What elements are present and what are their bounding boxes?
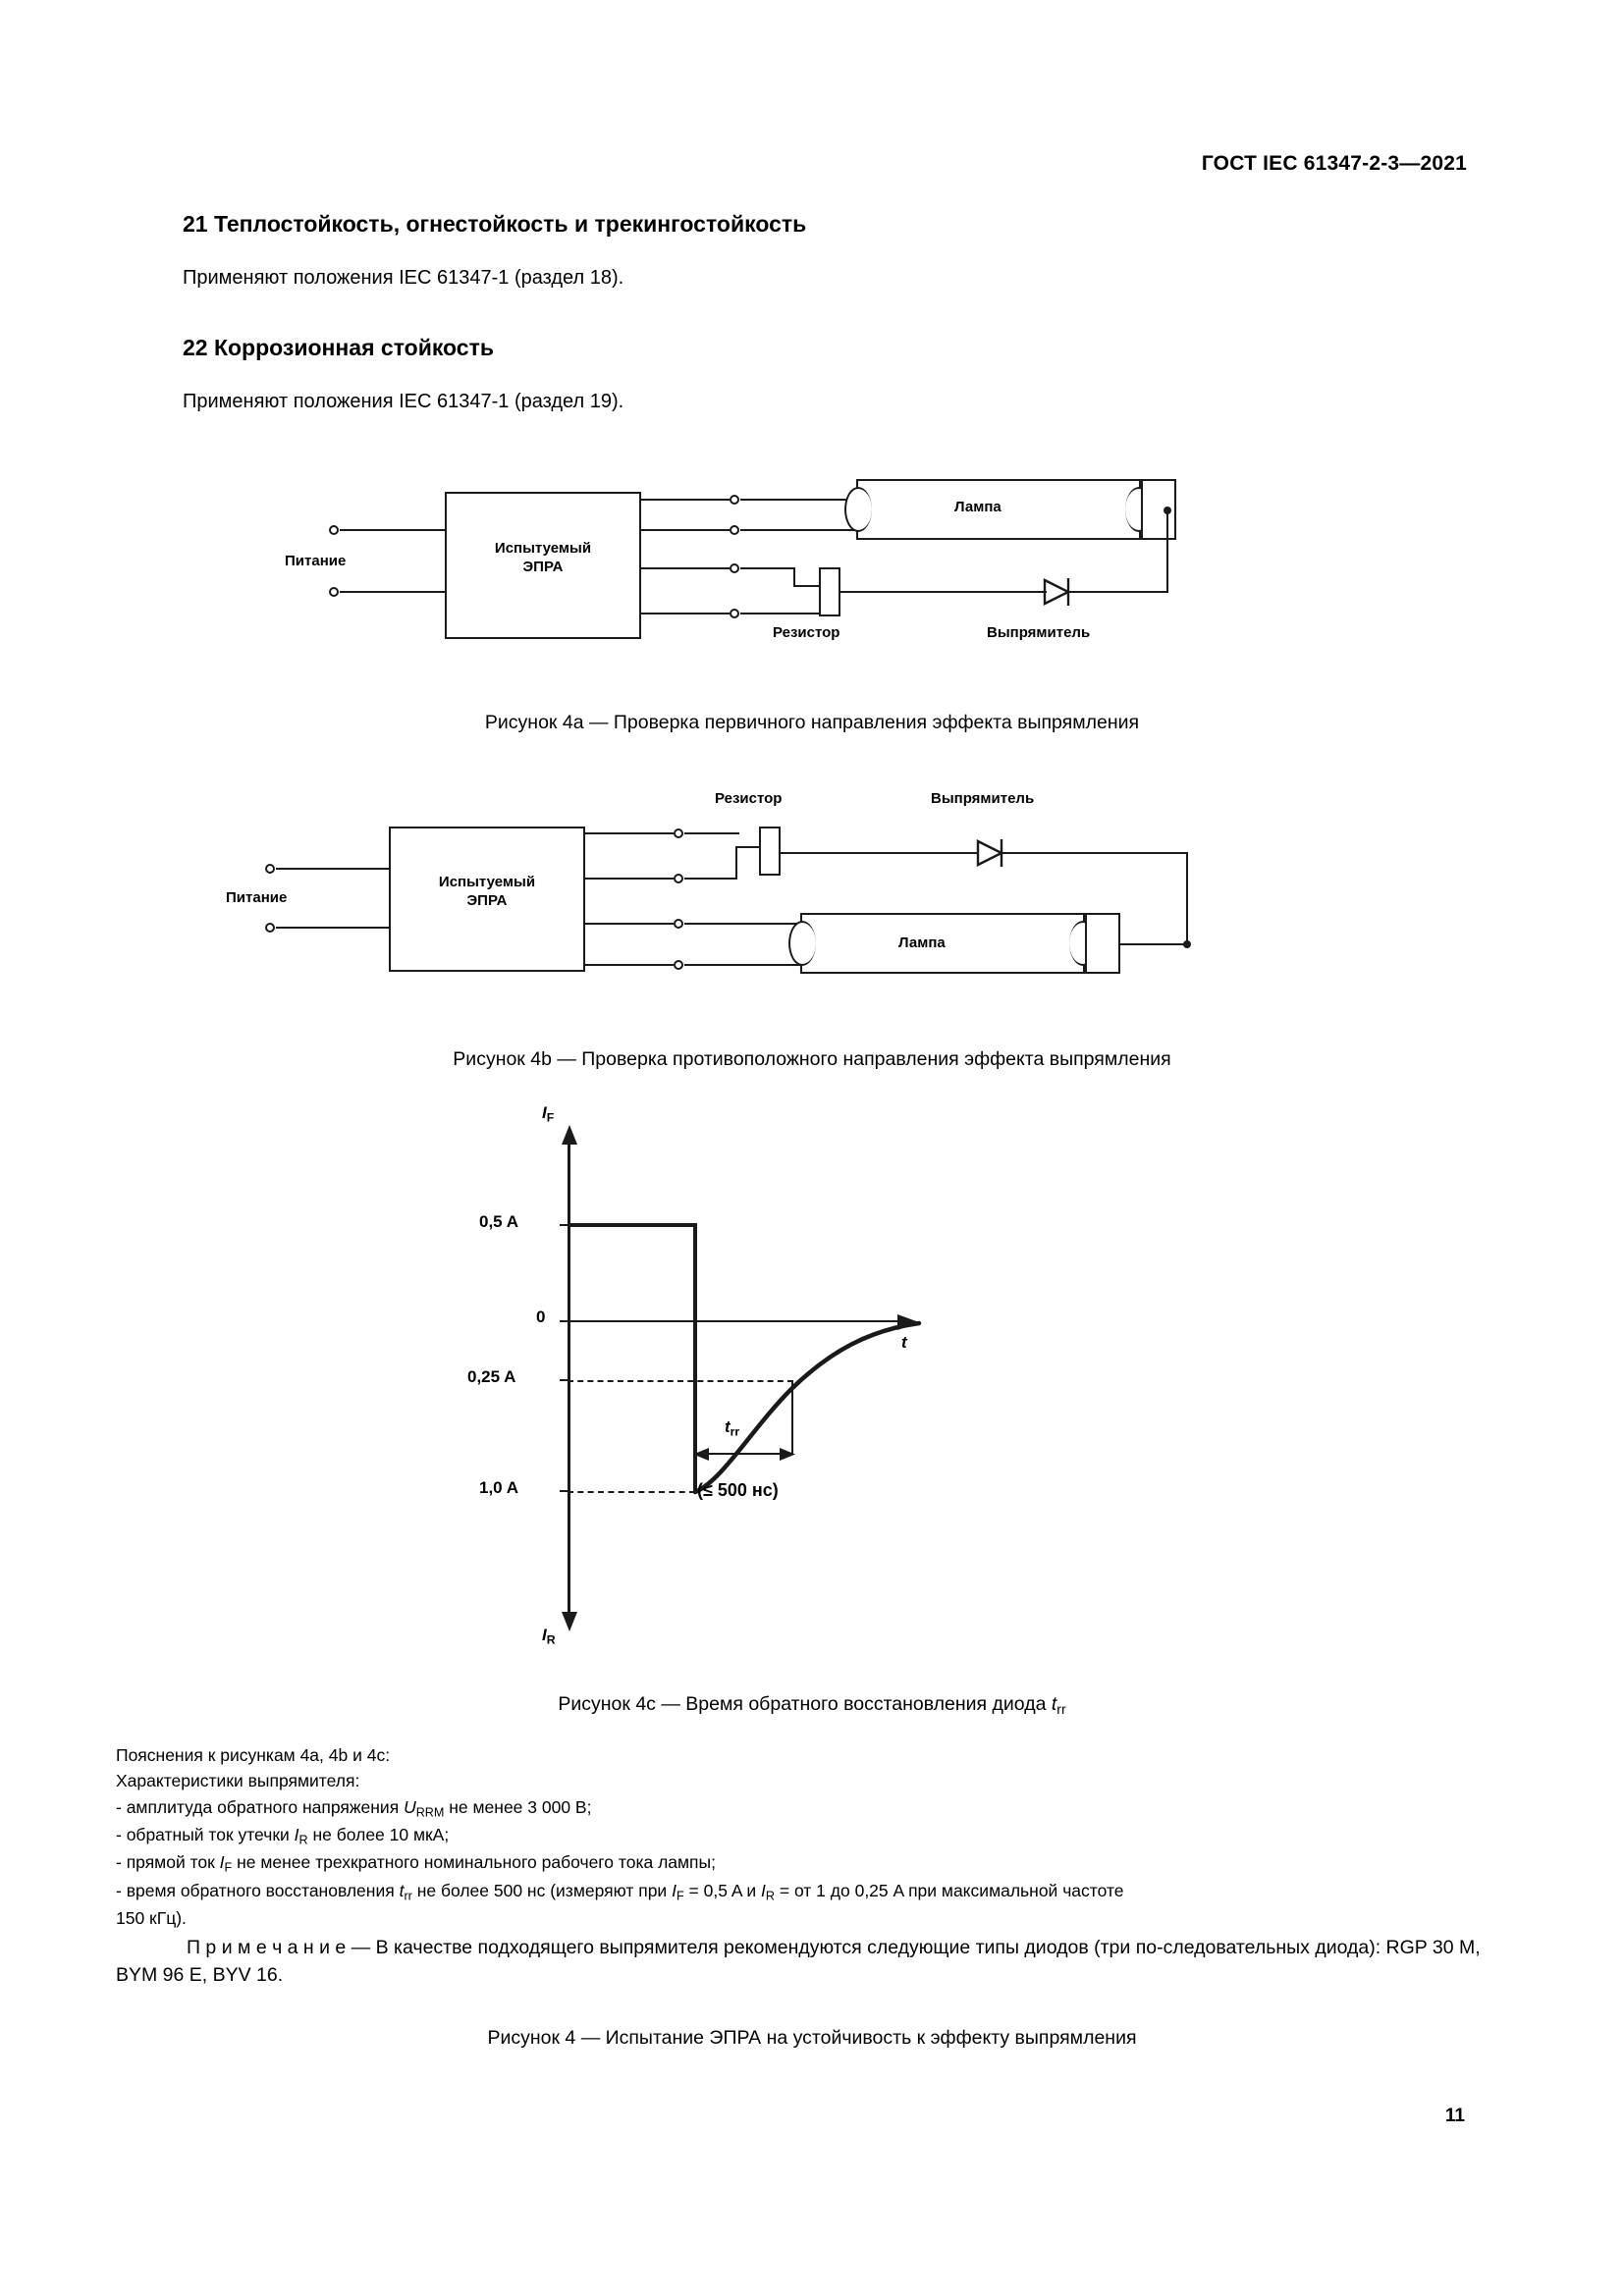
chart-y-axis-arrow-down — [559, 1610, 580, 1631]
supply-lead-bottom-4a — [340, 591, 445, 593]
chart-y-label-ir: $I_R$ — [542, 1626, 556, 1647]
rectifier-label-4b: Выпрямитель — [931, 790, 1035, 807]
chart-tick-05a — [560, 1224, 569, 1226]
ballast-out-3-4b — [585, 923, 674, 925]
figure-4c-caption — [0, 1693, 1624, 1717]
chart-tick-label-0: 0 — [536, 1308, 546, 1326]
ballast-terminal-2-4a — [730, 525, 739, 535]
page-header: ГОСТ IEC 61347-2-3—2021 — [1201, 152, 1467, 175]
resistor-lead-bottom-4a — [740, 613, 829, 614]
resistor-symbol-4a — [819, 567, 840, 616]
supply-lead-bottom-4b — [276, 927, 389, 929]
resistor-lead-top2-4a — [793, 585, 821, 587]
explanation-title-2: Характеристики выпрямителя: — [116, 1771, 360, 1791]
right-return-4b — [1186, 852, 1188, 944]
ballast-label-line2-4a: ЭПРА — [522, 558, 564, 575]
rectifier-lead-right-4b — [1001, 852, 1188, 854]
chart-tick-label-10a: 1,0 A — [479, 1478, 519, 1497]
supply-label-4a: Питание — [285, 553, 347, 569]
lamp-right-cap-4b — [1085, 913, 1120, 974]
supply-terminal-bottom-4b — [265, 923, 275, 933]
figure-4a-diagram — [255, 476, 1355, 677]
ballast-label-line2-4b: ЭПРА — [466, 891, 508, 909]
explanation-item-4: - время обратного восстановления $t_{rr}$ не более 500 нс (измеряют при $I_F = 0,5$ A и $I_R$ = от 1 до 0,25 A при максимальной частоте — [116, 1880, 1124, 1903]
chart-tick-0 — [560, 1320, 569, 1322]
note-block — [116, 1934, 1510, 1990]
ballast-out-2-4a — [641, 529, 730, 531]
figure-4-caption: Рисунок 4 — Испытание ЭПРА на устойчивость к эффекту выпрямления — [487, 2027, 1137, 2049]
figure-4c-chart — [467, 1103, 1159, 1649]
explanation-item-2: - обратный ток утечки $I_R$ не более 10 мкА; — [116, 1824, 450, 1847]
resistor-lead-mid-4b — [735, 846, 761, 848]
supply-lead-top-4b — [276, 868, 389, 870]
chart-dash-10a — [568, 1491, 695, 1493]
chart-trr-arrow-right — [778, 1446, 795, 1463]
lamp-label-4a: Лампа — [954, 499, 1001, 515]
lamp-left-electrode-4b — [788, 921, 816, 966]
ballast-label-4a — [445, 540, 641, 577]
document-content — [183, 211, 1449, 413]
ballast-label-4b — [389, 874, 585, 911]
ballast-out-4-4b — [585, 964, 674, 966]
chart-recovery-curve — [693, 1217, 948, 1502]
explanation-item-4-cont: 150 кГц). — [116, 1908, 187, 1929]
resistor-lead-vert-4a — [793, 567, 795, 587]
section-text-21: Применяют положения IEC 61347-1 (раздел 18). — [183, 267, 624, 289]
ballast-out-3-4a — [641, 567, 730, 569]
ballast-terminal-1-4a — [730, 495, 739, 505]
chart-trr-label: $t_{rr}$ — [725, 1417, 740, 1439]
supply-lead-top-4a — [340, 529, 445, 531]
lamp-lead-3-4b — [684, 923, 800, 925]
ballast-terminal-4-4a — [730, 609, 739, 618]
rectifier-lead-right-4a — [1068, 591, 1168, 593]
lamp-lead-top-4a — [740, 499, 856, 501]
note-label: П р и м е ч а н и е — [187, 1937, 347, 1958]
resistor-lead-vert-4b — [735, 846, 737, 880]
ballast-out-2-4b — [585, 878, 674, 880]
junction-dot-4a — [1164, 507, 1171, 514]
resistor-lead-bottom-4b — [684, 878, 737, 880]
resistor-lead-top-4b — [684, 832, 739, 834]
chart-trr-vert-right — [791, 1380, 793, 1453]
ballast-out-1-4a — [641, 499, 730, 501]
ballast-out-4-4a — [641, 613, 730, 614]
figure-4c-caption-text: Рисунок 4c — Время обратного восстановления диода — [558, 1693, 1052, 1715]
note-text: — В качестве подходящего выпрямителя рекомендуются следующие типы диодов (три по-следовательных диода): RGP 30 M, BYM 96 E, BYV 16. — [116, 1937, 1481, 1987]
lamp-lead-4-4b — [684, 964, 800, 966]
resistor-label-4a: Резистор — [773, 624, 840, 641]
chart-trr-arrow-left — [693, 1446, 711, 1463]
ballast-terminal-3-4a — [730, 563, 739, 573]
supply-terminal-top-4a — [329, 525, 339, 535]
chart-plateau-05a — [568, 1223, 695, 1227]
ballast-terminal-3-4b — [674, 919, 683, 929]
supply-label-4b: Питание — [226, 889, 288, 906]
section-heading-21: 21 Теплостойкость, огнестойкость и трекингостойкость — [183, 211, 807, 237]
chart-tick-label-05a: 0,5 A — [479, 1212, 519, 1231]
supply-terminal-top-4b — [265, 864, 275, 874]
chart-tick-label-025a: 0,25 A — [467, 1367, 516, 1386]
right-return-4a — [1166, 509, 1168, 592]
ballast-terminal-4-4b — [674, 960, 683, 970]
chart-duration-note: (≤ 500 нс) — [697, 1480, 779, 1500]
figure-4a-caption: Рисунок 4a — Проверка первичного направления эффекта выпрямления — [484, 712, 1140, 733]
ballast-out-1-4b — [585, 832, 674, 834]
page-number: 11 — [1444, 2106, 1465, 2126]
figure-4c-caption-symbol: t — [1051, 1693, 1057, 1715]
rectifier-label-4a: Выпрямитель — [987, 624, 1091, 641]
ballast-terminal-2-4b — [674, 874, 683, 883]
resistor-label-4b: Резистор — [715, 790, 783, 807]
resistor-lead-top-4a — [740, 567, 795, 569]
resistor-symbol-4b — [759, 827, 781, 876]
supply-terminal-bottom-4a — [329, 587, 339, 597]
explanation-title-1: Пояснения к рисункам 4a, 4b и 4c: — [116, 1745, 391, 1765]
lamp-lead-top2-4a — [740, 529, 856, 531]
explanations-block — [116, 1742, 1510, 1931]
right-return-h-4b — [1120, 943, 1187, 945]
section-text-22: Применяют положения IEC 61347-1 (раздел 19). — [183, 391, 624, 412]
rectifier-lead-left-4a — [840, 591, 1047, 593]
chart-y-axis-arrow-up — [559, 1125, 580, 1147]
section-heading-22: 22 Коррозионная стойкость — [183, 335, 495, 360]
chart-y-label-if: $I_F$ — [542, 1103, 555, 1125]
ballast-terminal-1-4b — [674, 828, 683, 838]
ballast-label-line1-4a: Испытуемый — [494, 540, 592, 557]
lamp-left-electrode-4a — [844, 487, 872, 532]
explanation-item-3: - прямой ток $I_F$ не менее трехкратного номинального рабочего тока лампы; — [116, 1852, 716, 1875]
lamp-label-4b: Лампа — [898, 934, 946, 951]
ballast-label-line1-4b: Испытуемый — [438, 874, 536, 890]
rectifier-lead-left-4b — [781, 852, 977, 854]
figure-4c-caption-symbol-sub: rr — [1056, 1700, 1066, 1717]
explanation-item-1: - амплитуда обратного напряжения $U_{RRM}$ не менее 3 000 В; — [116, 1796, 592, 1820]
figure-4b-diagram — [226, 785, 1365, 1011]
chart-x-label-t: t — [901, 1333, 907, 1352]
figure-4b-caption: Рисунок 4b — Проверка противоположного направления эффекта выпрямления — [453, 1048, 1171, 1070]
